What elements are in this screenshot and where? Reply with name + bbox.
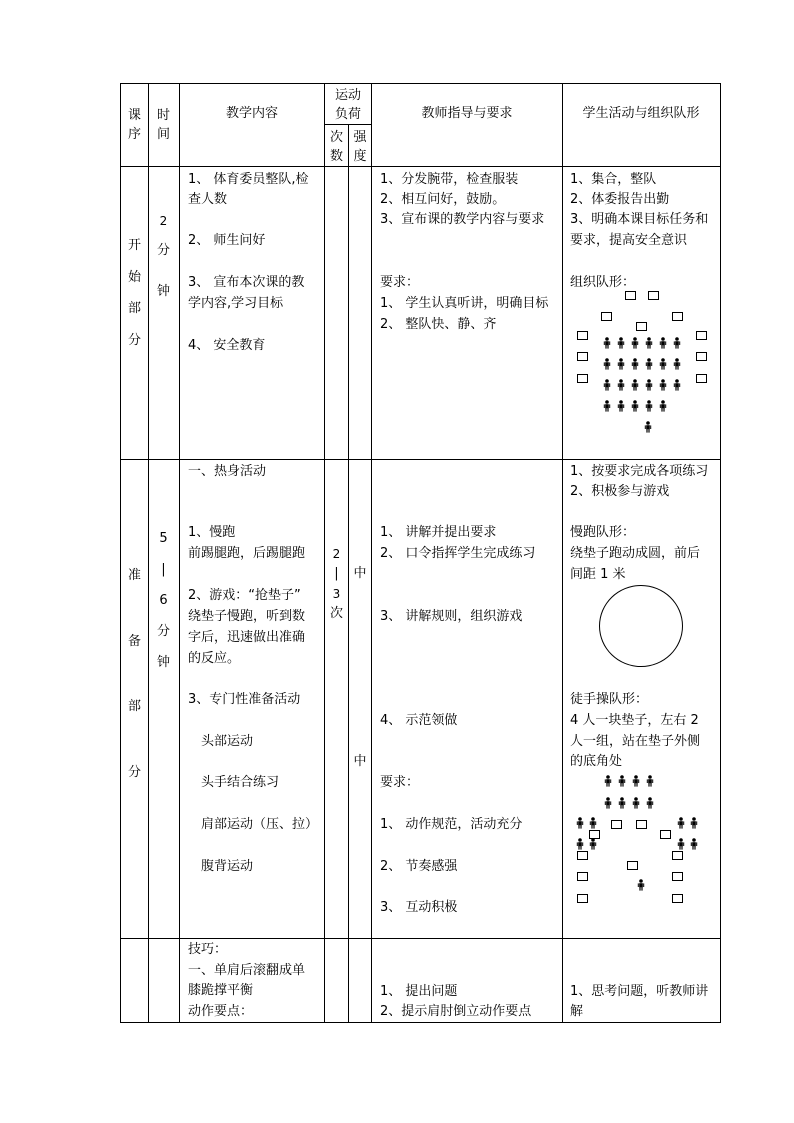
section3-content-4: 动作要点：: [188, 1004, 254, 1019]
section3-content-3: 膝跪撑平衡: [188, 983, 254, 998]
table-border: [120, 83, 721, 84]
section3-student-2: 解: [570, 1004, 584, 1019]
section3-teacher-1: 1、 提出问题: [380, 984, 458, 999]
section2-count: [325, 544, 348, 624]
student-figure-icon: [659, 379, 667, 391]
section2-content-kick: 前踢腿跑，后踢腿跑: [188, 546, 306, 561]
section1-content-1b: 查人数: [188, 192, 228, 207]
student-figure-icon: [604, 797, 612, 809]
section1-student-formation: 组织队形：: [570, 275, 636, 290]
section1-teacher-1: 1、分发腕带，检查服装: [380, 172, 519, 187]
section1-student-4: 要求，提高安全意识: [570, 233, 688, 248]
student-figure-icon: [659, 358, 667, 370]
student-figure-icon: [631, 379, 639, 391]
section-char: 备: [127, 633, 141, 649]
section3-content-1: 技巧：: [188, 942, 228, 957]
section2-content-game2: 绕垫子慢跑，听到数: [188, 609, 306, 624]
student-figure-icon: [576, 838, 584, 850]
section1-teacher-3: 3、宣布课的教学内容与要求: [380, 212, 545, 227]
mat-square: [625, 291, 636, 300]
student-figure-icon: [644, 421, 652, 433]
mat-square: [696, 352, 707, 361]
count-char: 次: [329, 606, 343, 621]
student-figure-icon: [603, 337, 611, 349]
student-figure-icon: [632, 775, 640, 787]
section-char: 部: [127, 301, 141, 316]
table-border: [562, 83, 563, 1023]
student-figure-icon: [618, 775, 626, 787]
header-load: [325, 86, 371, 124]
student-figure-icon: [603, 400, 611, 412]
student-figure-icon: [604, 775, 612, 787]
header-text: 间: [156, 127, 170, 142]
count-char: 2: [332, 547, 341, 561]
section2-student-free4: 的底角处: [570, 754, 623, 769]
section1-teacher-req: 要求：: [380, 275, 420, 290]
student-figure-icon: [603, 358, 611, 370]
table-border: [720, 83, 721, 1023]
section2-student-jog2: 绕垫子跑动成圆，前后: [570, 546, 701, 561]
student-figure-icon: [589, 838, 597, 850]
section3-student-1: 1、思考问题，听教师讲: [570, 984, 709, 999]
student-figure-icon: [617, 379, 625, 391]
jog-circle: [599, 585, 683, 667]
student-figure-icon: [631, 358, 639, 370]
student-figure-icon: [589, 817, 597, 829]
student-figure-icon: [673, 337, 681, 349]
section2-teacher-3: 3、 讲解规则，组织游戏: [380, 609, 523, 624]
student-figure-icon: [603, 379, 611, 391]
section3-content-2: 一、单肩后滚翻成单: [188, 963, 306, 978]
header-lesson-order: [121, 104, 148, 142]
student-figure-icon: [659, 337, 667, 349]
header-text: 次: [329, 130, 343, 145]
student-figure-icon: [618, 797, 626, 809]
section-char: 分: [127, 764, 141, 780]
mat-square: [672, 312, 683, 321]
section2-content-game3: 字后，迅速做出准确: [188, 630, 306, 645]
student-figure-icon: [646, 797, 654, 809]
time-char: 钟: [156, 284, 170, 299]
student-figure-icon: [645, 358, 653, 370]
header-text: 课: [127, 108, 141, 123]
section2-content-warmup: 一、热身活动: [188, 464, 267, 479]
header-text: 数: [329, 149, 343, 164]
student-figure-icon: [673, 379, 681, 391]
section-char: 部: [127, 699, 141, 714]
section2-student-free2: 4 人一块垫子，左右 2: [570, 713, 699, 728]
student-figure-icon: [690, 838, 698, 850]
header-text: 负荷: [334, 107, 361, 122]
time-char: 5: [159, 531, 168, 546]
section2-student-free: 徒手操队形：: [570, 692, 649, 707]
header-teacher: 教师指导与要求: [421, 106, 513, 121]
section2-intensity-2: 中: [353, 754, 367, 769]
student-figure-icon: [646, 775, 654, 787]
mat-square: [577, 872, 588, 881]
header-text: 度: [353, 149, 367, 164]
mat-square: [660, 830, 671, 839]
time-char: 钟: [156, 655, 170, 670]
section-char: 始: [127, 269, 141, 285]
mat-square: [627, 861, 638, 870]
student-figure-icon: [677, 838, 685, 850]
header-text: 运动: [334, 88, 361, 103]
section1-teacher-req1: 1、 学生认真听讲，明确目标: [380, 296, 549, 311]
section1-teacher-2: 2、相互问好，鼓励。: [380, 192, 506, 207]
student-figure-icon: [677, 817, 685, 829]
section2-teacher-4: 4、 示范领做: [380, 713, 458, 728]
header-count: [325, 128, 348, 166]
section-char: 准: [127, 568, 141, 583]
student-figure-icon: [617, 337, 625, 349]
mat-square: [696, 374, 707, 383]
student-figure-icon: [645, 337, 653, 349]
student-figure-icon: [645, 379, 653, 391]
section1-teacher-req2: 2、 整队快、静、齐: [380, 317, 497, 332]
section1-student-3: 3、明确本课目标任务和: [570, 212, 709, 227]
student-figure-icon: [617, 400, 625, 412]
time-char: 分: [156, 624, 170, 639]
section2-student-jog3: 间距 1 米: [570, 567, 626, 582]
section1-time: [149, 211, 178, 302]
header-intensity: [349, 128, 371, 166]
section2-teacher-1: 1、 讲解并提出要求: [380, 525, 497, 540]
table-border: [120, 938, 721, 939]
section2-teacher-req: 要求：: [380, 775, 420, 790]
section1-name: [121, 230, 148, 356]
student-figure-icon: [637, 879, 645, 891]
table-border: [120, 459, 721, 460]
mat-square: [672, 894, 683, 903]
section1-content-2: 2、 师生问好: [188, 233, 266, 248]
count-char: 3: [332, 587, 341, 601]
section2-student-free3: 人一组，站在垫子外侧: [570, 734, 701, 749]
mat-square: [577, 894, 588, 903]
section3-teacher-2: 2、提示肩肘倒立动作要点: [380, 1004, 532, 1019]
section1-content-3a: 3、 宣布本次课的教: [188, 275, 305, 290]
section2-teacher-req1: 1、 动作规范，活动充分: [380, 817, 523, 832]
section2-content-head: 头部运动: [201, 734, 254, 749]
section1-student-1: 1、集合，整队: [570, 172, 657, 187]
mat-square: [636, 820, 647, 829]
time-char: 分: [156, 243, 170, 258]
time-char: 2: [159, 214, 168, 228]
section1-student-2: 2、体委报告出勤: [570, 192, 670, 207]
mat-square: [577, 851, 588, 860]
student-figure-icon: [659, 400, 667, 412]
student-figure-icon: [673, 358, 681, 370]
header-text: 时: [156, 108, 170, 123]
section2-content-shoulder: 肩部运动（压、拉）: [201, 817, 319, 832]
student-figure-icon: [631, 337, 639, 349]
section2-name: [121, 543, 148, 805]
section2-teacher-2: 2、 口令指挥学生完成练习: [380, 546, 536, 561]
mat-square: [577, 331, 588, 340]
section2-content-headhand: 头手结合练习: [201, 775, 280, 790]
mat-square: [589, 830, 600, 839]
student-figure-icon: [631, 400, 639, 412]
table-border: [371, 83, 372, 1023]
section2-time: [149, 523, 178, 678]
mat-square: [601, 312, 612, 321]
mat-square: [577, 374, 588, 383]
section2-student-jog: 慢跑队形：: [570, 525, 636, 540]
header-text: 强: [353, 130, 367, 145]
time-char: |: [161, 562, 166, 577]
table-border: [120, 166, 721, 167]
mat-square: [648, 291, 659, 300]
header-student: 学生活动与组织队形: [582, 106, 700, 121]
section-char: 分: [127, 332, 141, 348]
table-border: [179, 83, 180, 1023]
section-char: 开: [127, 238, 141, 253]
section2-teacher-req2: 2、 节奏感强: [380, 859, 458, 874]
mat-square: [696, 331, 707, 340]
section1-content-4: 4、 安全教育: [188, 338, 266, 353]
section2-student-2: 2、积极参与游戏: [570, 484, 670, 499]
mat-square: [672, 851, 683, 860]
count-char: |: [334, 566, 339, 581]
section2-student-1: 1、按要求完成各项练习: [570, 464, 709, 479]
header-text: 序: [127, 127, 141, 142]
mat-square: [611, 820, 622, 829]
section2-content-back: 腹背运动: [201, 859, 254, 874]
student-figure-icon: [632, 797, 640, 809]
section2-content-game: 2、游戏：“抢垫子”: [188, 588, 301, 603]
section1-content-3b: 学内容,学习目标: [188, 296, 284, 311]
mat-square: [577, 352, 588, 361]
student-figure-icon: [576, 817, 584, 829]
mat-square: [672, 872, 683, 881]
time-char: 6: [159, 593, 168, 608]
student-figure-icon: [690, 817, 698, 829]
section2-content-special: 3、专门性准备活动: [188, 692, 301, 707]
student-figure-icon: [645, 400, 653, 412]
section2-intensity-1: 中: [353, 566, 367, 581]
header-time: [149, 104, 178, 142]
student-figure-icon: [617, 358, 625, 370]
section2-content-game4: 的反应。: [188, 651, 241, 666]
section2-content-jog: 1、慢跑: [188, 525, 236, 540]
section1-content-1a: 1、 体育委员整队,检: [188, 172, 309, 187]
mat-square: [636, 322, 647, 331]
section2-teacher-req3: 3、 互动积极: [380, 900, 458, 915]
header-content: 教学内容: [225, 106, 278, 121]
